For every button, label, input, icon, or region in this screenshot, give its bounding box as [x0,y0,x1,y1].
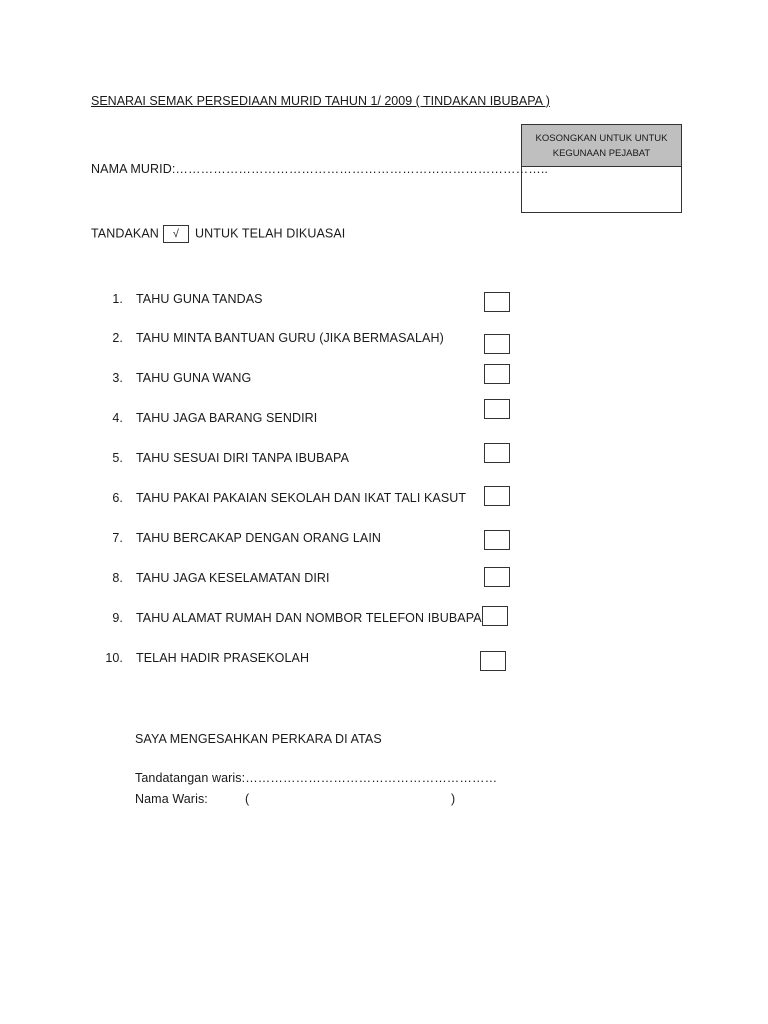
confirmation-statement: SAYA MENGESAHKAN PERKARA DI ATAS [135,732,382,746]
checklist-checkbox[interactable] [484,334,510,354]
checklist-item-label: TELAH HADIR PRASEKOLAH [136,651,310,665]
tick-example-box: √ [163,225,189,243]
guardian-name-field[interactable] [135,792,465,806]
guardian-name-close-paren: ) [451,792,456,806]
checklist-checkbox[interactable] [484,567,510,587]
checklist-item-number: 1. [112,292,123,306]
checklist-item-number: 7. [112,531,123,545]
checklist-item-number: 2. [112,331,123,345]
checklist-item-number: 6. [112,491,123,505]
checklist-checkbox[interactable] [482,606,508,626]
checklist-item-number: 4. [112,411,123,425]
checklist-item-label: TAHU MINTA BANTUAN GURU (JIKA BERMASALAH) [136,331,444,345]
checklist-item-number: 10. [105,651,123,665]
checklist-item-label: TAHU SESUAI DIRI TANPA IBUBAPA [136,451,350,465]
signature-field[interactable] [135,771,497,785]
guardian-name-label: Nama Waris: [135,792,208,806]
checklist-checkbox[interactable] [484,399,510,419]
checklist-item-label: TAHU JAGA KESELAMATAN DIRI [136,571,330,585]
checklist-checkbox[interactable] [484,443,510,463]
student-name-field[interactable] [91,162,548,176]
checklist-item-label: TAHU GUNA WANG [136,371,252,385]
checklist-item-number: 5. [112,451,123,465]
checklist-checkbox[interactable] [480,651,506,671]
checklist-item-label: TAHU ALAMAT RUMAH DAN NOMBOR TELEFON IBUBAPA [136,611,482,625]
checklist-item-number: 8. [112,571,123,585]
checklist-item-label: TAHU PAKAI PAKAIAN SEKOLAH DAN IKAT TALI KASUT [136,491,467,505]
checklist-item-number: 9. [112,611,123,625]
checklist-item-label: TAHU JAGA BARANG SENDIRI [136,411,318,425]
checklist-checkbox[interactable] [484,292,510,312]
checklist-item-label: TAHU GUNA TANDAS [136,292,263,306]
checklist-item-number: 3. [112,371,123,385]
checklist-checkbox[interactable] [484,486,510,506]
document-title: SENARAI SEMAK PERSEDIAAN MURID TAHUN 1/ 2009 ( TINDAKAN IBUBAPA ) [91,94,550,108]
office-use-label: KOSONGKAN UNTUK UNTUK KEGUNAAN PEJABAT [522,125,681,167]
instruction-prefix: TANDAKAN [91,226,159,241]
checklist-item-label: TAHU BERCAKAP DENGAN ORANG LAIN [136,531,382,545]
checklist-checkbox[interactable] [484,364,510,384]
checklist-checkbox[interactable] [484,530,510,550]
instruction-suffix: UNTUK TELAH DIKUASAI [194,226,346,241]
guardian-name-open-paren: ( [245,792,250,806]
student-name-label: NAMA MURID:…………………………………………………………………………….. [91,162,548,176]
signature-label: Tandatangan waris:…………………………………………………… [135,771,498,785]
instruction-line [91,225,345,243]
